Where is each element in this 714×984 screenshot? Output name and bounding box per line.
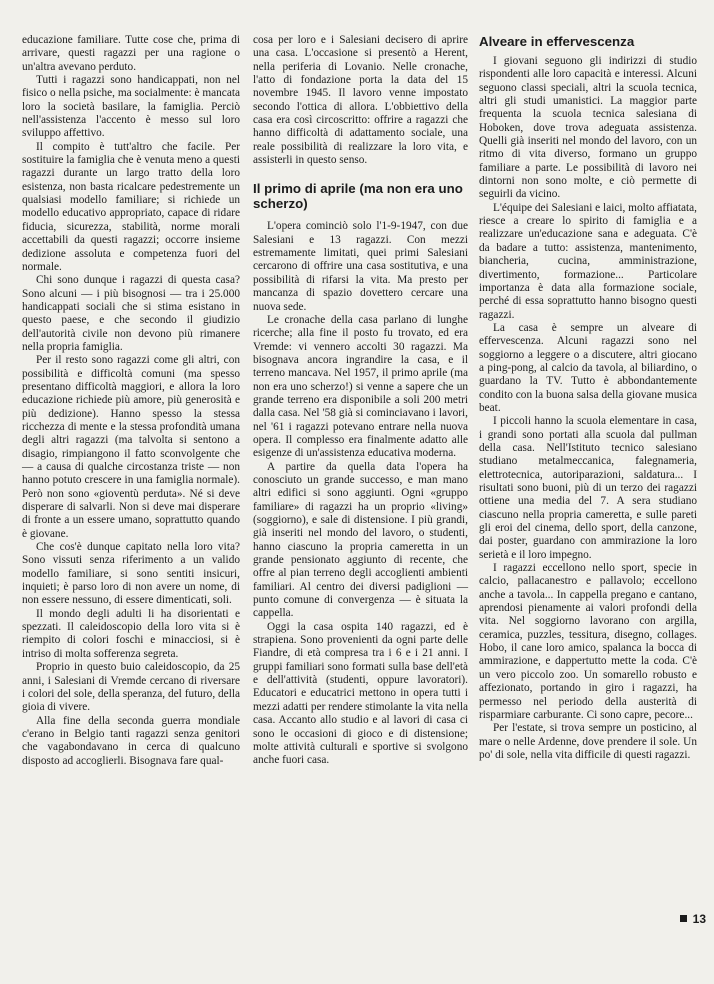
- paragraph: Le cronache della casa parlano di lunghe ricerche; alla fine il posto fu trovato, ed era Vremde: vi vennero accolti 30 ragazzi. Ma bisognava ancora ingrandire la casa, e il terreno mancava. Nel 1957, il primo aprile (ma non era uno scherzo!) si venne a sapere che un grande terreno era disponibile a soli 200 metri dalla casa. Nel '58 già si cominciavano i lavori, nel '61 i ragazzi potevano entrare nella nuova opera. Il complesso era finalmente adatto alle esigenze di un'assistenza educativa moderna.: [253, 313, 468, 460]
- page-number: 13: [692, 912, 706, 926]
- text-column-3: [479, 34, 697, 762]
- paragraph: I piccoli hanno la scuola elementare in casa, i grandi sono portati alla scuola dal pullman della casa. Nell'Istituto tecnico salesiano studiano metalmeccanica, falegnameria, elettrotecnica, autoriparazioni, saldatura... I risultati sono buoni, più di un terzo dei ragazzi ottiene una media del 7. A sera studiano ciascuno nella propria cameretta, e sulle pareti gli eroi del cinema, dello sport, della canzone, dai poster, guardano con ammirazione la loro serietà e il loro impegno.: [479, 415, 697, 561]
- paragraph: Il compito è tutt'altro che facile. Per sostituire la famiglia che è venuta meno a questi ragazzi durante un largo tratto della loro esistenza, non basta ricalcare pedestremente un qualsiasi modello familiare; si richiede un modello educativo appropriato, capace di ridare fiducia, sicurezza, stabilità, norme morali accettabili da questi ragazzi; occorre insieme dedizione assoluta e competenza fuori del normale.: [22, 140, 240, 273]
- paragraph: A partire da quella data l'opera ha conosciuto un grande successo, e man mano altri edifici si sono aggiunti. Ogni «gruppo familiare» di ragazzi ha un proprio «living» (soggiorno), e sale di distensione. I più grandi, già inseriti nel mondo del lavoro, o studenti, hanno ciascuno la propria cameretta in un grande pensionato aggiunto di recente, che offre al pian terreno degli accoglienti ambienti familiari. Al centro dei diversi padiglioni — punto comune di convergenza — è situata la cappella.: [253, 460, 468, 620]
- paragraph: Proprio in questo buio caleidoscopio, da 25 anni, i Salesiani di Vremde cercano di riversare i colori del sole, della speranza, del futuro, della gioia di vivere.: [22, 661, 240, 714]
- paragraph: Oggi la casa ospita 140 ragazzi, ed è strapiena. Sono provenienti da ogni parte delle Fiandre, di età compresa tra i 6 e i 21 anni. I gruppi familiari sono formati sulla base dell'età e dell'attività (studenti, oppure lavoratori). Educatori e educatrici mettono in opera tutti i mezzi adatti per rendere stimolante la vita nella casa. Accanto allo studio e al lavori di casa ci sono le occasioni di gioco e di distensione; molte attività culturali e sportive si svolgono anche fuori casa.: [253, 620, 468, 767]
- text-column-2: [253, 34, 468, 768]
- paragraph: Chi sono dunque i ragazzi di questa casa? Sono alcuni — i più bisognosi — tra i 25.000 handicappati sociali che si stima esistano in questo paese, e che secondo il giudizio dell'autorità civile non devono più rimanere nella propria famiglia.: [22, 274, 240, 353]
- paragraph: L'équipe dei Salesiani e laici, molto affiatata, riesce a creare lo spirito di famiglia e a realizzare un'educazione sana e adeguata. C'è da badare a tutto: assistenza, mantenimento, biancheria, cucina, amministrazione, divertimento, formazione... Particolare importanza è data alla formazione sociale, perché di essa soprattutto hanno bisogno questi ragazzi.: [479, 201, 697, 321]
- paragraph: I ragazzi eccellono nello sport, specie in calcio, pallacanestro e pallavolo; eccellono anche a tavola... In cappella pregano e cantano, aprendosi pienamente ai valori profondi della vita. Nel soggiorno lavorano con argilla, ceramica, puzzles, tessitura, disegno, collages. Hobo, il cane loro amico, spalanca la bocca di ammirazione, e dappertutto mette la coda. C'è un vero piccolo zoo. Un somarello robusto e affezionato, portando in giro i ragazzi, ha permesso nel periodo della austerità di risparmiare carburante. Ci sono capre, pecore...: [479, 562, 697, 721]
- paragraph: Per il resto sono ragazzi come gli altri, con possibilità e difficoltà comuni (ma spesso presentano difficoltà maggiori, e allora la loro educazione richiede più amore, più generosità e più dedizione). Hanno spesso la stessa ricchezza di mente e la stessa profondità umana degli altri ragazzi (ma talvolta si sentono a disagio, rimpiangono il fatto sconvolgente che — a causa di qualche circostanza triste — non hanno potuto crescere in una famiglia normale). Però non sono «gioventù perduta». Né si deve disperare di salvarli. Non si deve mai disperare di fronte a un essere umano, soprattutto quando è giovane.: [22, 354, 240, 540]
- paragraph: Per l'estate, si trova sempre un posticino, al mare o nelle Ardenne, dove prendere il sole. Un po' di sole, nella vita difficile di questi ragazzi.: [479, 722, 697, 761]
- paragraph: I giovani seguono gli indirizzi di studio rispondenti alle loro capacità e interessi. Alcuni seguono classi speciali, altri la scuola tecnica, altri gli studi umanistici. La maggior parte frequenta la scuola tecnica salesiana di Hoboken, dove trova adeguata assistenza. Quelli già inseriti nel mondo del lavoro, con un ritmo di vita diverso, formano un gruppo familiare a parte. Le possibilità di lavoro nei dintorni non sono molte, e ciò permette di seguirli da vicino.: [479, 55, 697, 201]
- paragraph: Alla fine della seconda guerra mondiale c'erano in Belgio tanti ragazzi senza genitori che vagabondavano in cerca di qualcuno disposto ad accoglierli. Bisognava fare qual-: [22, 714, 240, 767]
- paragraph: educazione familiare. Tutte cose che, prima di arrivare, questi ragazzi per una ragione o un'altra avevano perduto.: [22, 34, 240, 73]
- paragraph: Che cos'è dunque capitato nella loro vita? Sono vissuti senza riferimento a un valido modello familiare, si sono sentiti insicuri, inquieti; è parso loro di non avere un nome, di non essere nessuno, di essere dimenticati, soli.: [22, 541, 240, 607]
- section-heading: Il primo di aprile (ma non era uno scherzo): [253, 181, 463, 212]
- paragraph: La casa è sempre un alveare di effervescenza. Alcuni ragazzi sono nel soggiorno a leggere o a discutere, altri giocano a ping-pong, al calcio da tavola, al biliardino, o guardano la TV. Tutto è abbondantemente condito con la buona salsa della giovane musica beat.: [479, 321, 697, 414]
- square-bullet-icon: [680, 915, 687, 922]
- paragraph: cosa per loro e i Salesiani decisero di aprire una casa. L'occasione si presentò a Herent, nella periferia di Lovanio. Nelle cronache, l'atto di fondazione porta la data del 15 novembre 1945. Il lavoro venne impostato secondo l'ottica di allora. L'obbiettivo della casa era così circoscritto: offrire a ragazzi che hanno difficoltà di adattamento sociale, una reale possibilità di realizzare la loro vita, e assisterli in questo senso.: [253, 34, 468, 167]
- section-heading: Alveare in effervescenza: [479, 34, 635, 49]
- text-column-1: [22, 34, 240, 768]
- paragraph: L'opera cominciò solo l'1-9-1947, con due Salesiani e 13 ragazzi. Con mezzi estremamente limitati, quei primi Salesiani cercarono di offrire una casa sostitutiva, e una possibilità di rifarsi la vita. Ma presto per mancanza di spazio dovettero cercare una nuova sede.: [253, 220, 468, 313]
- paragraph: Tutti i ragazzi sono handicappati, non nel fisico o nella psiche, ma socialmente: è mancata loro la società basilare, la famiglia. Perciò nell'assistenza l'accento è messo sul loro sviluppo affettivo.: [22, 74, 240, 140]
- page-footer: [680, 912, 706, 926]
- paragraph: Il mondo degli adulti li ha disorientati e spezzati. Il caleidoscopio della loro vita si è riempito di colori foschi e minacciosi, si è intriso di molta sofferenza segreta.: [22, 607, 240, 660]
